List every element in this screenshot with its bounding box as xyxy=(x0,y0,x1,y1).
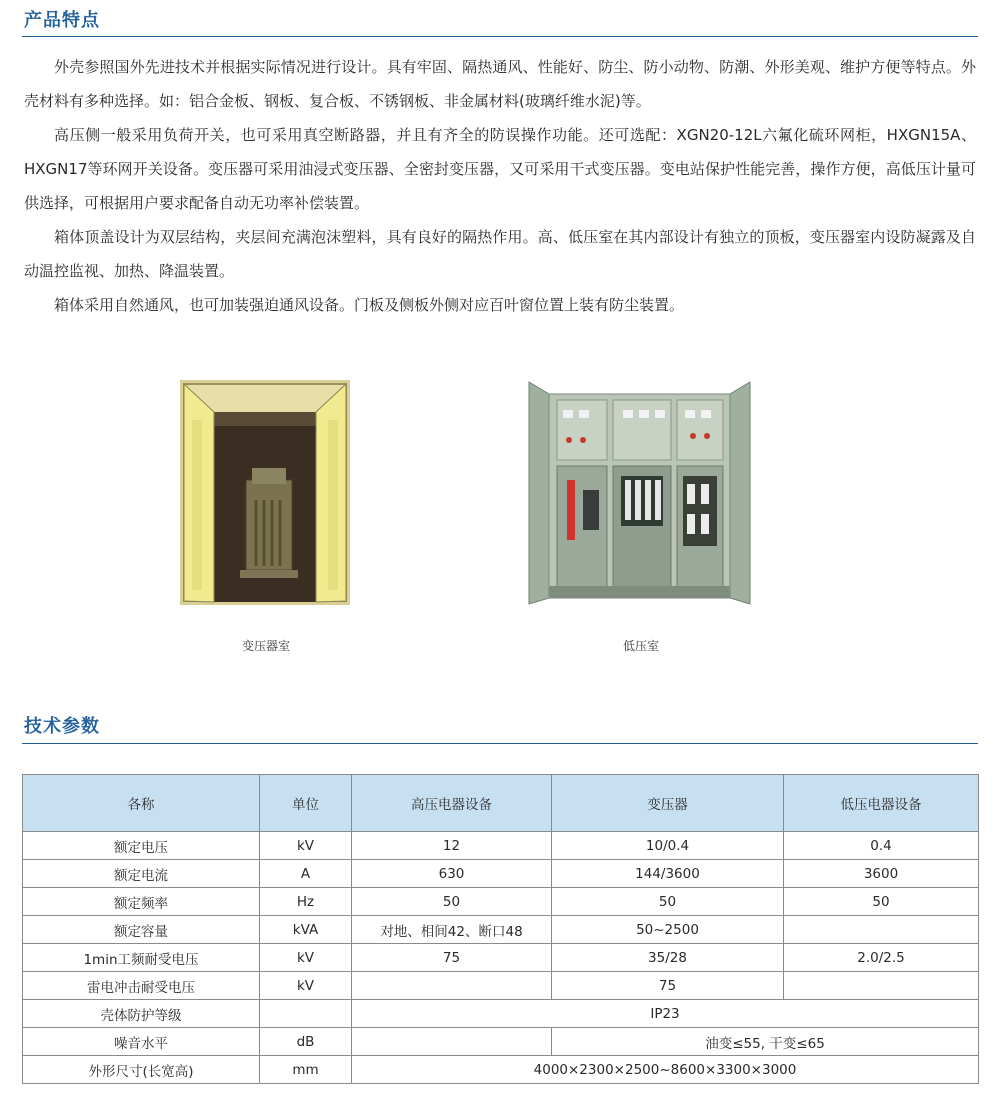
table-row xyxy=(23,860,979,888)
header-name: 各称 xyxy=(23,775,260,832)
lv-value: 2.0/2.5 xyxy=(784,944,979,972)
merged-value: 4000×2300×2500~8600×3300×3000 xyxy=(352,1056,979,1084)
spec-table xyxy=(22,774,979,1084)
transformer-room-photo xyxy=(180,380,350,605)
table-row xyxy=(23,944,979,972)
hv-value: 630 xyxy=(352,860,552,888)
transformer-value: 144/3600 xyxy=(552,860,784,888)
features-paragraph: 箱体顶盖设计为双层结构，夹层间充满泡沫塑料，具有良好的隔热作用。高、低压室在其内部设计有独立的顶板，变压器室内设防凝露及自动温控监视、加热、降温装置。 xyxy=(24,228,976,280)
table-row xyxy=(23,1000,979,1028)
header-lv: 低压电器设备 xyxy=(784,775,979,832)
table-row xyxy=(23,972,979,1000)
hv-value xyxy=(352,972,552,1000)
header-hv: 高压电器设备 xyxy=(352,775,552,832)
param-unit: A xyxy=(260,860,352,888)
transformer-value: 50~2500 xyxy=(552,916,784,944)
param-name: 壳体防护等级 xyxy=(23,1000,260,1028)
hv-value: 对地、相间42、断口48 xyxy=(352,916,552,944)
param-unit: kV xyxy=(260,972,352,1000)
table-row xyxy=(23,1056,979,1084)
header-transformer: 变压器 xyxy=(552,775,784,832)
hv-value: 75 xyxy=(352,944,552,972)
param-name: 额定频率 xyxy=(23,888,260,916)
lv-value: 3600 xyxy=(784,860,979,888)
features-paragraph: 箱体采用自然通风，也可加装强迫通风设备。门板及侧板外侧对应百叶窗位置上装有防尘装置。 xyxy=(54,296,685,314)
features-title: 产品特点 xyxy=(24,10,100,31)
low-voltage-room-photo xyxy=(527,380,752,605)
merged-value: IP23 xyxy=(352,1000,979,1028)
param-name: 雷电冲击耐受电压 xyxy=(23,972,260,1000)
param-name: 噪音水平 xyxy=(23,1028,260,1056)
lv-value: 50 xyxy=(784,888,979,916)
features-rule xyxy=(22,36,978,37)
param-name: 外形尺寸(长宽高) xyxy=(23,1056,260,1084)
table-row xyxy=(23,916,979,944)
param-unit: Hz xyxy=(260,888,352,916)
transformer-value: 75 xyxy=(552,972,784,1000)
hv-value: 50 xyxy=(352,888,552,916)
spec-header-row xyxy=(23,775,979,832)
header-unit: 单位 xyxy=(260,775,352,832)
transformer-value: 35/28 xyxy=(552,944,784,972)
param-unit: kV xyxy=(260,832,352,860)
param-unit: kVA xyxy=(260,916,352,944)
param-name: 1min工频耐受电压 xyxy=(23,944,260,972)
param-name: 额定电流 xyxy=(23,860,260,888)
low-voltage-room-caption: 低压室 xyxy=(622,639,659,653)
merged-value: 油变≤55, 干变≤65 xyxy=(552,1028,979,1056)
param-name: 额定电压 xyxy=(23,832,260,860)
features-paragraph: 外壳参照国外先进技术并根据实际情况进行设计。具有牢固、隔热通风、性能好、防尘、防小动物、防潮、外形美观、维护方便等特点。外壳材料有多种选择。如：铝合金板、钢板、复合板、不锈钢板、非金属材料(玻璃纤维水泥)等。 xyxy=(24,58,976,110)
lv-value: 0.4 xyxy=(784,832,979,860)
specs-title: 技术参数 xyxy=(24,716,100,737)
transformer-room-caption: 变压器室 xyxy=(241,639,290,653)
features-paragraph: 高压侧一般采用负荷开关，也可采用真空断路器，并且有齐全的防误操作功能。还可选配：XGN20-12L六氟化硫环网柜，HXGN15A、HXGN17等环网开关设备。变压器可采用油浸式变压器、全密封变压器，又可采用干式变压器。变电站保护性能完善，操作方便，高低压计量可供选择，可根据用户要求配备自动无功率补偿装置。 xyxy=(24,126,976,212)
lv-value xyxy=(784,972,979,1000)
table-row xyxy=(23,888,979,916)
param-unit: dB xyxy=(260,1028,352,1056)
param-unit xyxy=(260,1000,352,1028)
lv-value xyxy=(784,916,979,944)
specs-rule xyxy=(22,743,978,744)
param-unit: kV xyxy=(260,944,352,972)
hv-value: 12 xyxy=(352,832,552,860)
features-text xyxy=(24,50,976,322)
param-unit: mm xyxy=(260,1056,352,1084)
transformer-value: 10/0.4 xyxy=(552,832,784,860)
table-row xyxy=(23,1028,979,1056)
transformer-value: 50 xyxy=(552,888,784,916)
table-row xyxy=(23,832,979,860)
hv-value xyxy=(352,1028,552,1056)
param-name: 额定容量 xyxy=(23,916,260,944)
